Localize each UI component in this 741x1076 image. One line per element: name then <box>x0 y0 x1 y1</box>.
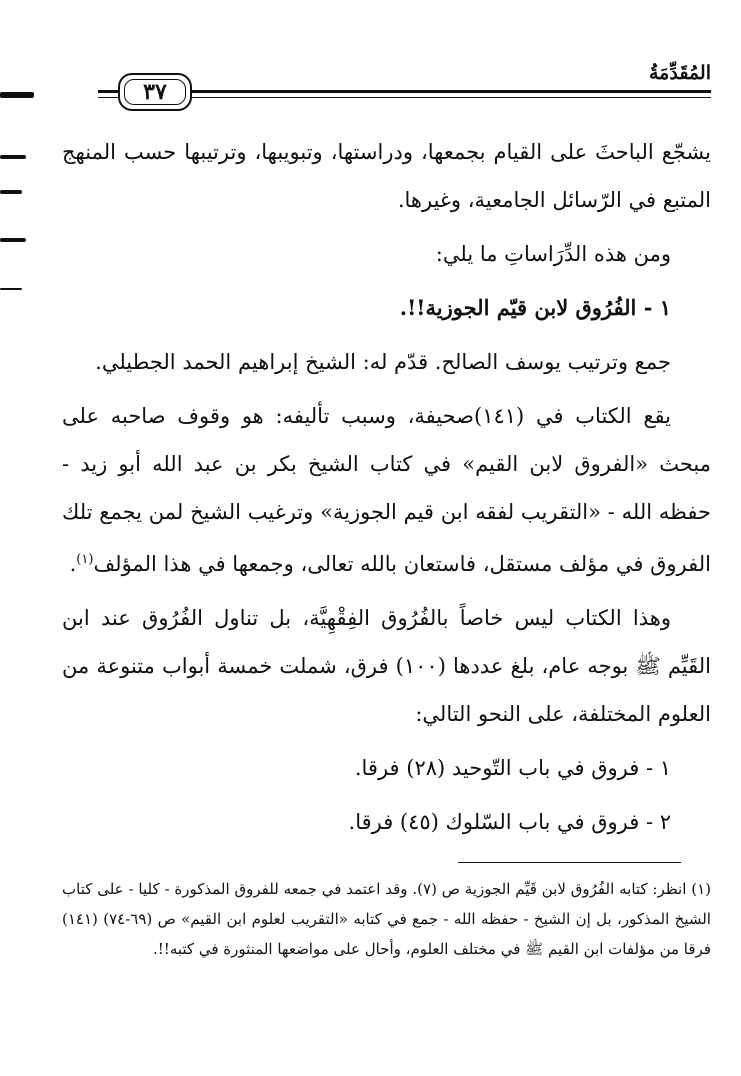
margin-mark <box>0 155 26 159</box>
page-number: ٣٧ <box>118 73 192 111</box>
paragraph: ومن هذه الدِّرَاساتِ ما يلي: <box>435 242 671 266</box>
paragraph: جمع وترتيب يوسف الصالح. قدّم له: الشيخ إبراهيم الحمد الجطيلي. <box>95 350 671 374</box>
running-title: المُقَدِّمَةُ <box>648 62 711 84</box>
paragraph-text: يقع الكتاب في (١٤١)صحيفة، وسبب تأليفه: هو وقوف صاحبه على مبحث «الفروق لابن القيم» في كتاب الشيخ بكر بن عبد الله أبو زيد - حفظه الله - «التقريب لفقه ابن قيم الجوزية» وترغيب الشيخ لمن يجمع تلك الفروق في مؤلف مستقل، فاستعان بالله تعالى، وجمعها في هذا المؤلف <box>62 404 711 576</box>
footnote-text: (١) انظر: كتابه الفُرُوق لابن قَيِّم الجوزية ص (٧). وقد اعتمد في جمعه للفروق المذكورة - كليا - على كتاب الشيخ المذكور، بل إن الشيخ - حفظه الله - جمع في كتابه «التقريب لعلوم ابن القيم» ص (٦٩-٧٤) (١٤١) فرقا من مؤلفات ابن القيم ﷺ في مختلف العلوم، وأحال على مواضعها المنثورة في كتبه!!. <box>62 880 712 958</box>
paragraph-end: . <box>69 552 77 576</box>
list-item: ٢ - فروق في باب السّلوك (٤٥) فرقا. <box>348 810 671 834</box>
paragraph <box>62 392 711 588</box>
margin-mark <box>0 92 34 98</box>
footnote-separator <box>458 862 681 863</box>
paragraph: يشجّع الباحثَ على القيام بجمعها، ودراستها، وتبويبها، وترتيبها حسب المنهج المتبع في الرّسائل الجامعية، وغيرها. <box>62 140 711 212</box>
footnote-reference: (١) <box>76 552 94 567</box>
paragraph: وهذا الكتاب ليس خاصاً بالفُرُوق الفِقْهِيَّة، بل تناول الفُرُوق عند ابن القَيِّم ﷺ بوجه عام، بلغ عددها (١٠٠) فرق، شملت خمسة أبواب متنوعة من العلوم المختلفة، على النحو التالي: <box>62 606 712 726</box>
section-heading: ١ - الفُرُوق لابن قيّم الجوزية!!. <box>399 295 671 320</box>
margin-mark <box>0 288 22 290</box>
list-item: ١ - فروق في باب التّوحيد (٢٨) فرقا. <box>354 756 671 780</box>
margin-mark <box>0 238 26 242</box>
footnote <box>62 874 711 964</box>
margin-mark <box>0 190 22 194</box>
body-text <box>62 128 711 852</box>
